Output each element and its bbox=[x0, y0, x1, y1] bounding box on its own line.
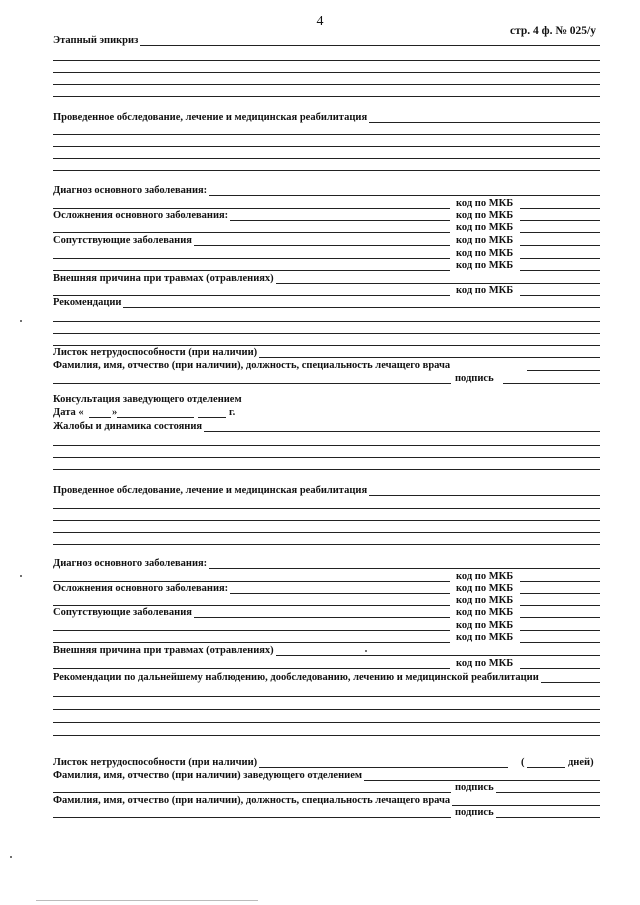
head-name-field-2[interactable] bbox=[53, 792, 451, 793]
sign2-field[interactable] bbox=[496, 792, 600, 793]
sick1-row bbox=[53, 346, 600, 359]
icd-label: код по МКБ bbox=[456, 607, 514, 618]
epicrisis-line[interactable] bbox=[53, 60, 600, 61]
recs2-line[interactable] bbox=[53, 696, 600, 697]
icd-field[interactable] bbox=[520, 270, 600, 271]
diag1-label: Диагноз основного заболевания: bbox=[53, 185, 208, 196]
sign3-field[interactable] bbox=[496, 817, 600, 818]
epicrisis-line[interactable] bbox=[53, 84, 600, 85]
sign1-label: подпись bbox=[455, 373, 494, 384]
compl1-label: Осложнения основного заболевания: bbox=[53, 210, 229, 221]
exam2-line[interactable] bbox=[53, 508, 600, 509]
doctor2-field-2[interactable] bbox=[53, 817, 451, 818]
sick1-label: Листок нетрудоспособности (при наличии) bbox=[53, 347, 258, 358]
icd-label: код по МКБ bbox=[456, 248, 514, 259]
external2-label: Внешняя причина при травмах (отравлениях) bbox=[53, 645, 274, 656]
exam2-line[interactable] bbox=[53, 520, 600, 521]
days-field[interactable] bbox=[527, 767, 565, 768]
exam2-row bbox=[53, 484, 600, 497]
exam1-line[interactable] bbox=[53, 170, 600, 171]
epicrisis-row bbox=[53, 34, 600, 47]
head-name-label: Фамилия, имя, отчество (при наличии) заведующего отделением bbox=[53, 770, 363, 781]
complaints-label: Жалобы и динамика состояния bbox=[53, 421, 203, 432]
icd-label: код по МКБ bbox=[456, 595, 514, 606]
icd-label: код по МКБ bbox=[456, 632, 514, 643]
external1-label: Внешняя причина при травмах (отравлениях) bbox=[53, 273, 274, 284]
comorb1-row bbox=[53, 234, 600, 247]
exam1-row bbox=[53, 111, 600, 124]
days-open: ( bbox=[521, 757, 525, 768]
icd-label: код по МКБ bbox=[456, 260, 514, 271]
sign3-label: подпись bbox=[455, 807, 494, 818]
icd-label: код по МКБ bbox=[456, 583, 514, 594]
doctor1-label: Фамилия, имя, отчество (при наличии), должность, специальность лечащего врача bbox=[53, 360, 501, 371]
icd-field[interactable] bbox=[520, 642, 600, 643]
recs1-row bbox=[53, 296, 600, 309]
icd-row bbox=[53, 631, 600, 644]
date-year-field[interactable] bbox=[198, 417, 226, 418]
icd-label: код по МКБ bbox=[456, 235, 514, 246]
date-prefix: Дата « bbox=[53, 407, 84, 418]
exam1-line[interactable] bbox=[53, 134, 600, 135]
recs2-line[interactable] bbox=[53, 722, 600, 723]
icd-label: код по МКБ bbox=[456, 210, 514, 221]
diag2-label: Диагноз основного заболевания: bbox=[53, 558, 208, 569]
days-close: дней) bbox=[568, 757, 594, 768]
epicrisis-line[interactable] bbox=[53, 96, 600, 97]
comorb2-row bbox=[53, 606, 600, 619]
diag1-row bbox=[53, 184, 600, 197]
comorb2-field-3[interactable] bbox=[53, 642, 450, 643]
complaints-line[interactable] bbox=[53, 469, 600, 470]
complaints-line[interactable] bbox=[53, 457, 600, 458]
recs1-line[interactable] bbox=[53, 321, 600, 322]
comorb2-label: Сопутствующие заболевания bbox=[53, 607, 192, 618]
exam2-line[interactable] bbox=[53, 532, 600, 533]
external2-field-2[interactable] bbox=[53, 668, 450, 669]
diag2-row bbox=[53, 557, 600, 570]
page-number: 4 bbox=[316, 14, 324, 29]
doctor1-field-2[interactable] bbox=[53, 383, 451, 384]
scan-speck bbox=[365, 650, 367, 652]
recs2-line[interactable] bbox=[53, 735, 600, 736]
icd-label: код по МКБ bbox=[456, 658, 514, 669]
icd-label: код по МКБ bbox=[456, 620, 514, 631]
date-month-field[interactable] bbox=[117, 417, 194, 418]
recs1-field[interactable] bbox=[53, 307, 600, 308]
sign2-label: подпись bbox=[455, 782, 494, 793]
exam1-line[interactable] bbox=[53, 146, 600, 147]
icd-field[interactable] bbox=[520, 668, 600, 669]
exam1-line[interactable] bbox=[53, 158, 600, 159]
exam2-line[interactable] bbox=[53, 544, 600, 545]
external2-row bbox=[53, 644, 600, 657]
exam1-label: Проведенное обследование, лечение и медицинская реабилитация bbox=[53, 112, 368, 123]
icd-label: код по МКБ bbox=[456, 285, 514, 296]
form-page-reference: стр. 4 ф. № 025/у bbox=[510, 25, 596, 37]
epicrisis-label: Этапный эпикриз bbox=[53, 35, 139, 46]
icd-field[interactable] bbox=[520, 617, 600, 618]
doctor2-label: Фамилия, имя, отчество (при наличии), должность, специальность лечащего врача bbox=[53, 795, 451, 806]
date-day-field[interactable] bbox=[89, 417, 111, 418]
icd-label: код по МКБ bbox=[456, 222, 514, 233]
sign3-row bbox=[53, 806, 600, 819]
complaints-row bbox=[53, 420, 600, 433]
sign1-row bbox=[53, 372, 600, 385]
doctor1-row bbox=[53, 359, 600, 372]
recs2-line[interactable] bbox=[53, 709, 600, 710]
icd-field[interactable] bbox=[520, 232, 600, 233]
sign1-field[interactable] bbox=[503, 383, 600, 384]
complaints-line[interactable] bbox=[53, 445, 600, 446]
sick2-row bbox=[53, 756, 600, 769]
compl2-label: Осложнения основного заболевания: bbox=[53, 583, 229, 594]
epicrisis-line[interactable] bbox=[53, 72, 600, 73]
recs1-label: Рекомендации bbox=[53, 297, 122, 308]
icd-field[interactable] bbox=[520, 245, 600, 246]
comorb1-label: Сопутствующие заболевания bbox=[53, 235, 192, 246]
consult-row bbox=[53, 393, 600, 406]
scan-speck bbox=[20, 320, 22, 322]
exam2-label: Проведенное обследование, лечение и медицинская реабилитация bbox=[53, 485, 368, 496]
sick2-label: Листок нетрудоспособности (при наличии) bbox=[53, 757, 258, 768]
comorb1-field-3[interactable] bbox=[53, 270, 450, 271]
recs2-label: Рекомендации по дальнейшему наблюдению, дообследованию, лечению и медицинской реабилитации bbox=[53, 672, 539, 683]
icd-label: код по МКБ bbox=[456, 198, 514, 209]
date-mid: » bbox=[112, 407, 118, 418]
icd-row bbox=[53, 657, 600, 670]
icd-row bbox=[53, 259, 600, 272]
date-suffix: г. bbox=[229, 407, 236, 418]
date-row bbox=[53, 406, 600, 419]
icd-label: код по МКБ bbox=[456, 571, 514, 582]
compl1-field-2[interactable] bbox=[53, 232, 450, 233]
scan-speck bbox=[10, 856, 12, 858]
scan-speck bbox=[20, 575, 22, 577]
scan-edge-line bbox=[36, 900, 258, 901]
recs1-line[interactable] bbox=[53, 333, 600, 334]
sign2-row bbox=[53, 781, 600, 794]
icd-row bbox=[53, 221, 600, 234]
recs2-row bbox=[53, 671, 600, 684]
doctor1-field[interactable] bbox=[527, 370, 600, 371]
consult-label: Консультация заведующего отделением bbox=[53, 394, 242, 405]
